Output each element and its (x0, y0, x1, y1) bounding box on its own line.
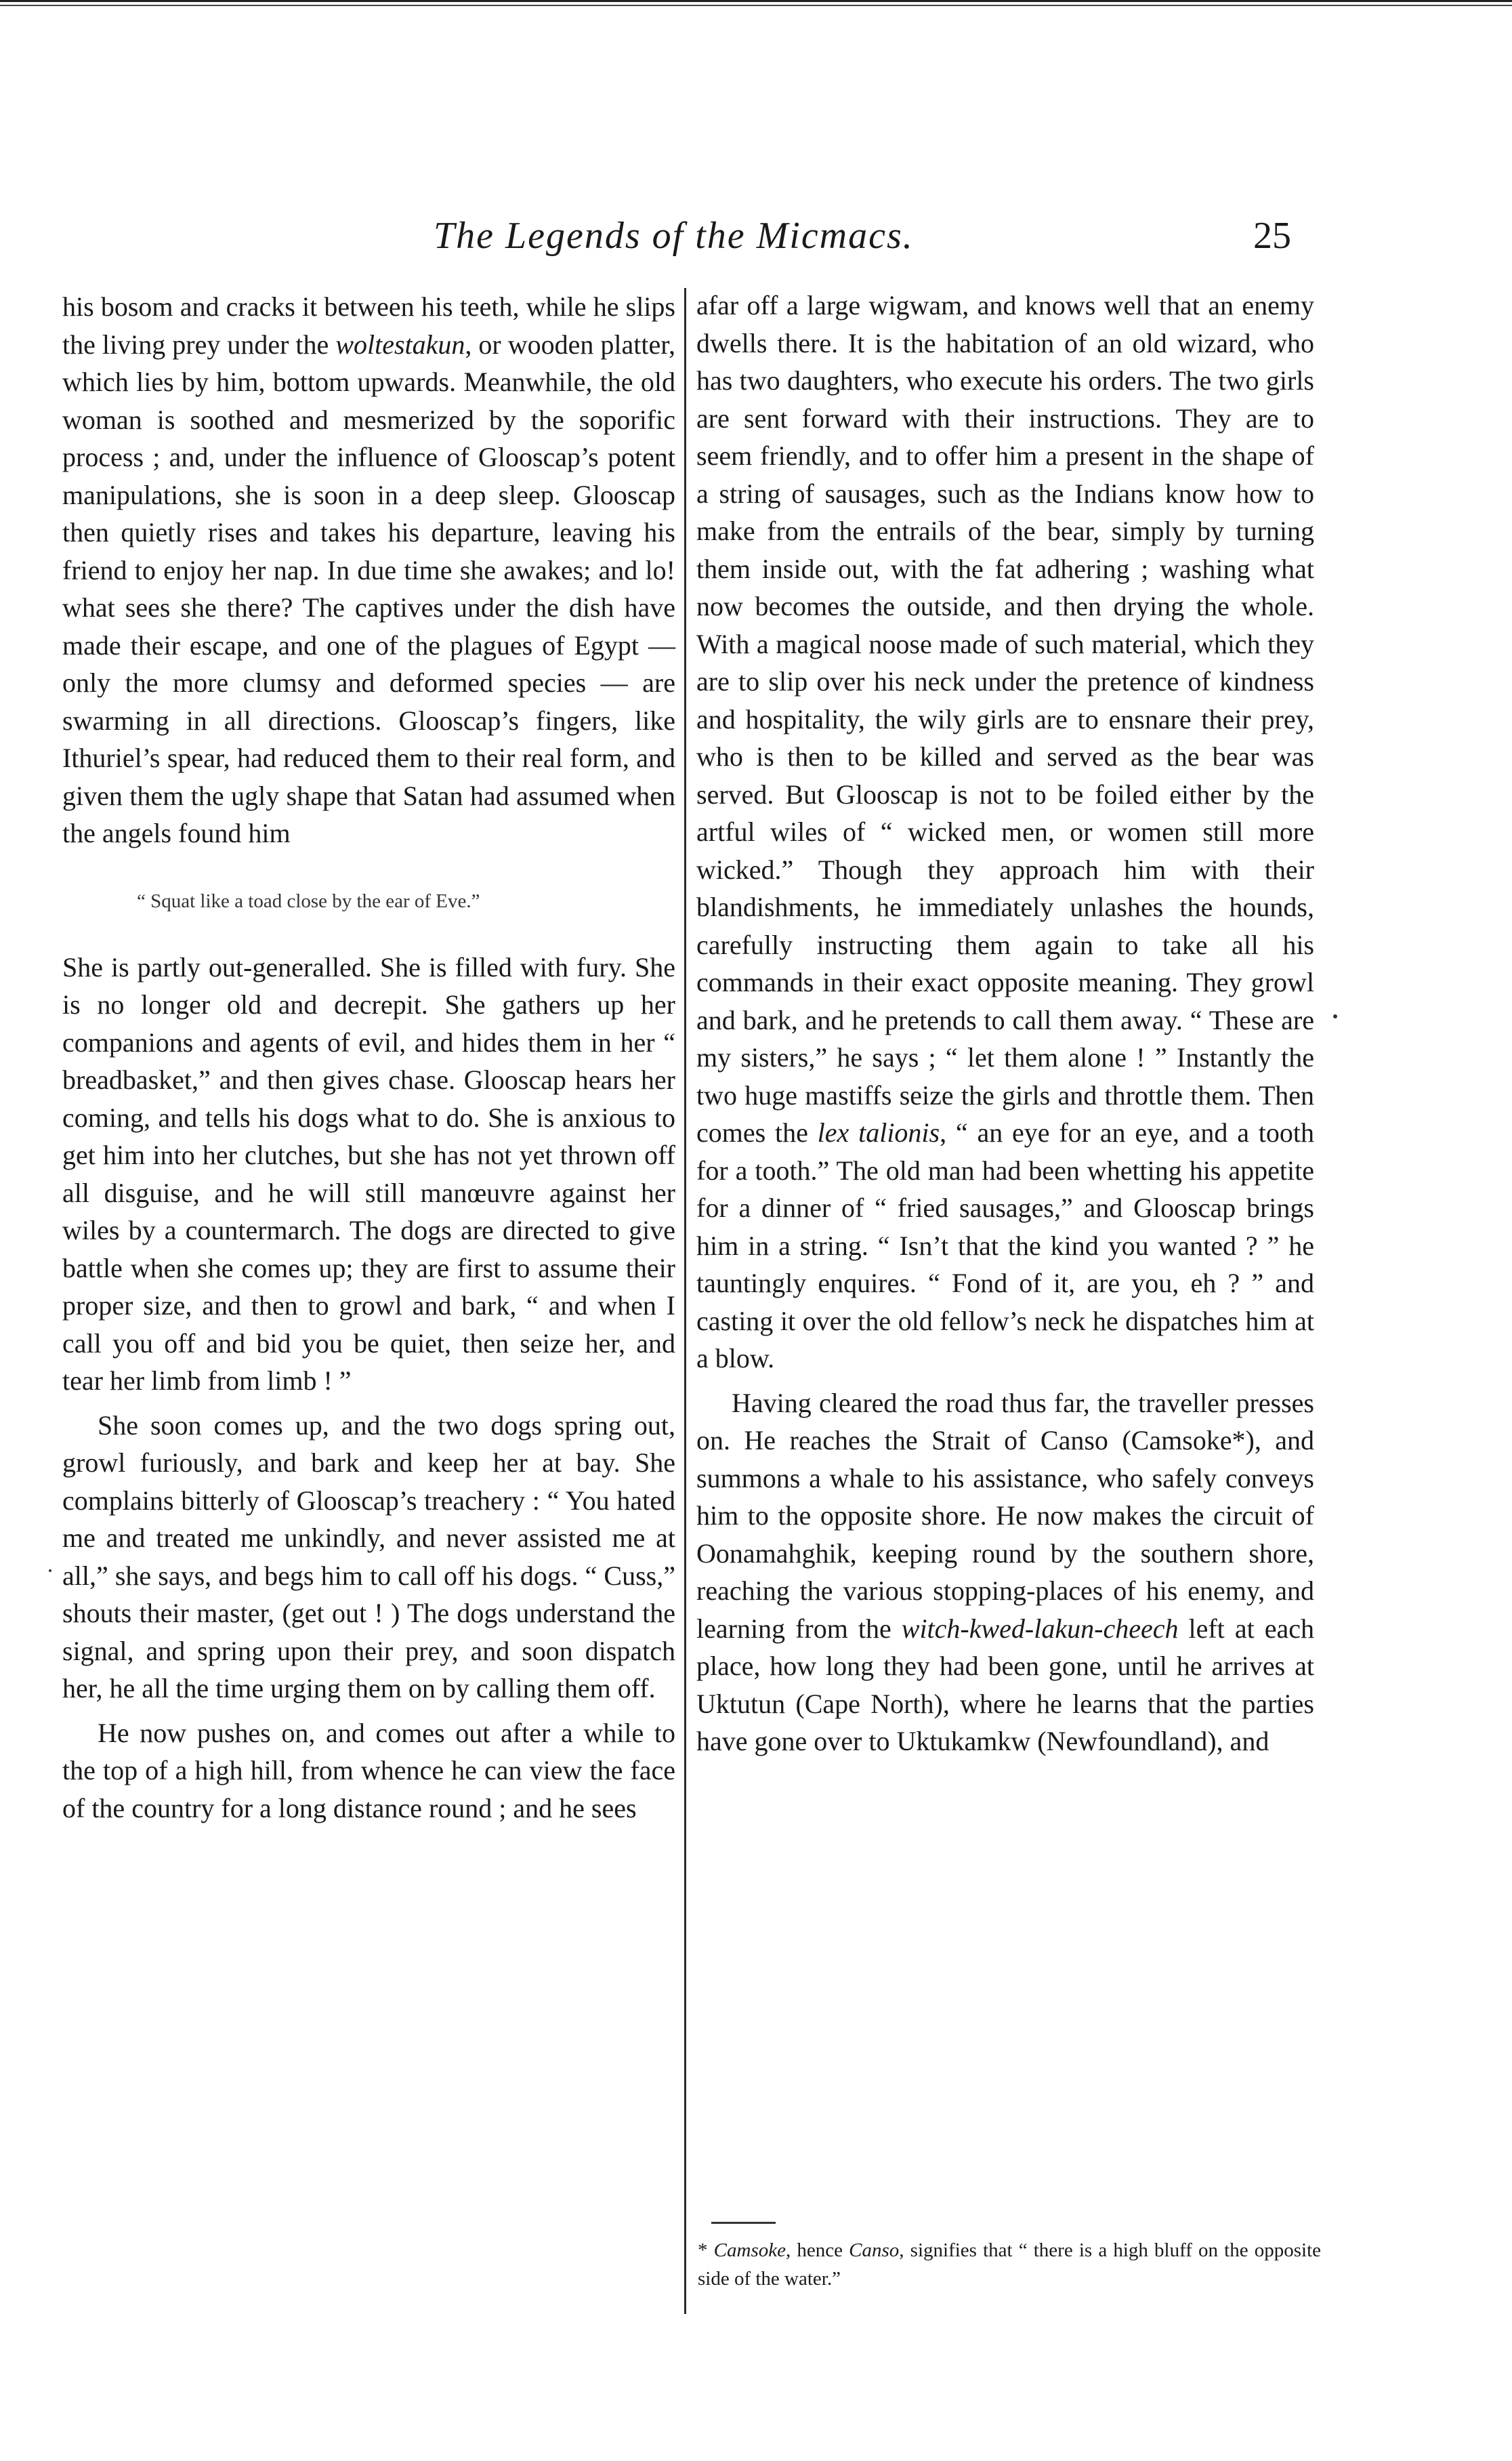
left-p1-text-a: his bosom and cracks it between his teeth, while he slips the living prey under the (62, 291, 675, 360)
footnote-text-a: , hence (785, 2239, 849, 2261)
term-witch-kwed-lakun-cheech: witch-kwed-lakun-cheech (901, 1613, 1179, 1644)
left-paragraph-2: She is partly out-generalled. She is filled with fury. She is no longer old and decrepit. She gathers up her companions and agents of evil, and hides them in her “ breadbasket,” and then gives chase. Glooscap hears her coming, and tells his dogs what to do. She is anxious to get him into her clutches, but she has not yet thrown off all disguise, and he will still manœuvre against her wiles by a countermarch. The dogs are directed to give battle when she comes up; they are first to assume their proper size, and then to growl and bark, “ and when I call you off and bid you be quiet, then seize her, and tear her limb from limb ! ” (62, 951, 675, 1396)
left-column (62, 288, 675, 1827)
right-p2-text-a: Having cleared the road thus far, the traveller presses on. He reaches the Strait of Canso (Camsoke*), and summons a whale to his assistance, who safely conveys him to the opposite shore. He now makes the circuit of Oonamahghik, keeping round by the southern shore, reaching the various stopping-places of his enemy, and learning from the (696, 1387, 1314, 1644)
left-paragraph-4: He now pushes on, and comes out after a while to the top of a high hill, from whence he can view the face of the country for a long distance round ; and he sees (62, 1717, 675, 1823)
footnote-rule (711, 2222, 776, 2224)
right-paragraph-1 (696, 287, 1314, 1378)
running-head (0, 209, 1512, 263)
footnote-marker: * (698, 2239, 714, 2261)
ink-speck (49, 1569, 51, 1572)
term-woltestakun: woltestakun (335, 329, 465, 360)
top-border-rule (0, 0, 1512, 9)
footnote-term-camsoke: Camsoke (713, 2239, 786, 2261)
term-lex-talionis: lex talionis (817, 1117, 940, 1148)
right-p1-text-a: afar off a large wigwam, and knows well that an enemy dwells there. It is the habitation of an old wizard, who has two daughters, who execute his orders. The two girls are sent forward with their instructions. They are to seem friendly, and to offer him a present in the shape of a string of sausages, such as the Indians know how to make from the entrails of the bear, simply by turning them inside out, with the fat adhering ; washing what now becomes the outside, and then drying the whole. With a magical noose made of such material, which they are to slip over his neck under the pretence of kindness and hospitality, the wily girls are to ensnare their prey, who is then to be killed and served as the bear was served. But Glooscap is not to be foiled either by the artful wiles of “ wicked men, or women still more wicked.” Though they approach him with their blandishments, he immediately unlashes the hounds, carefully instructing them again to take all his commands in their exact opposite meaning. They growl and bark, and he pretends to call them away. “ These are my sisters,” he says ; “ let them alone ! ” Instantly the two huge mastiffs seize the girls and throttle them. Then comes the (696, 290, 1314, 1148)
page-number: 25 (1253, 215, 1291, 257)
right-paragraph-2 (696, 1384, 1314, 1760)
left-paragraph-3: She soon comes up, and the two dogs spring out, growl furiously, and bark and keep her at bay. She complains bitterly of Glooscap’s treachery : “ You hated me and treated me unkindly, and never assisted me at all,” she says, and begs him to call off his dogs. “ Cuss,” shouts their master, (get out ! ) The dogs understand the signal, and spring upon their prey, and soon dispatch her, he all the time urging them on by calling them off. (62, 1409, 675, 1703)
right-p1-text-b: , “ an eye for an eye, and a tooth for a tooth.” The old man had been whetting his appetite for a dinner of “ fried sausages,” and Glooscap brings him in a string. “ Isn’t that the kind you wanted ? ” he tauntingly enquires. “ Fond of it, are you, eh ? ” and casting it over the old fellow’s neck he dispatches him at a blow. (696, 1117, 1315, 1373)
column-divider (684, 288, 686, 2314)
right-p2-text-b: left at each place, how long they had been gone, until he arrives at Uktutun (Cape North), where he learns that the parties have gone over to Uktukamkw (Newfoundland), and (696, 1613, 1314, 1756)
left-p1-text-b: , or wooden platter, which lies by him, bottom upwards. Meanwhile, the old woman is soothed and mesmerized by the soporific process ; and, under the influence of Glooscap’s potent manipulations, she is soon in a deep sleep. Glooscap then quietly rises and takes his departure, leaving his friend to enjoy her nap. In due time she awakes; and lo! what sees she there? The captives under the dish have made their escape, and one of the plagues of Egypt — only the more clumsy and deformed species — are swarming in all directions. Glooscap’s fingers, like Ithuriel’s spear, had reduced them to their real form, and given them the ugly shape that Satan had assumed when the angels found him (62, 329, 675, 848)
running-title: The Legends of the Micmacs. (434, 215, 914, 257)
milton-quote: “ Squat like a toad close by the ear of Eve.” (137, 890, 480, 912)
footnote (698, 2236, 1321, 2293)
footnote-text-b: , signifies that “ there is a high bluff on the opposite side of the water.” (698, 2239, 1322, 2290)
footnote-term-canso: Canso (849, 2239, 900, 2261)
ink-speck (1333, 1014, 1337, 1018)
left-paragraph-1 (62, 288, 675, 852)
right-column (696, 287, 1314, 1760)
